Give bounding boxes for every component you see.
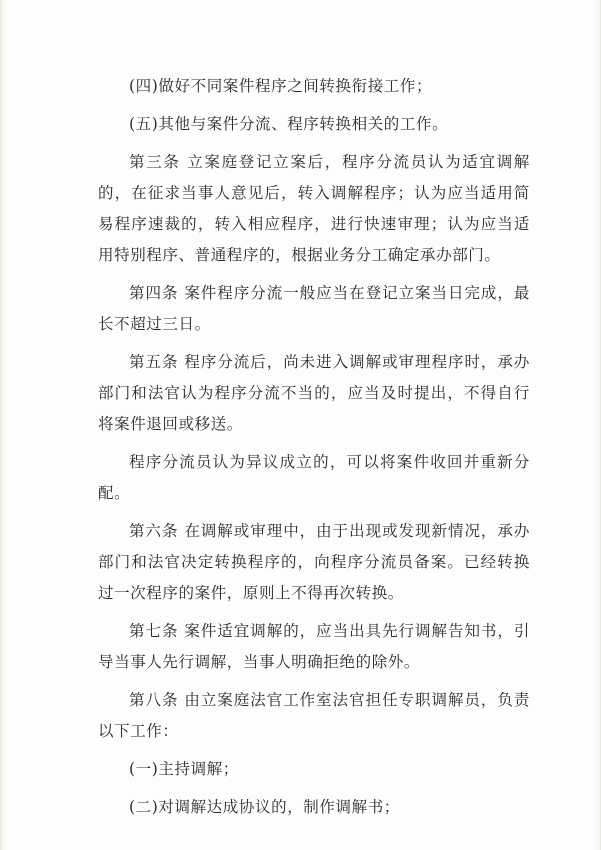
paragraph-article-6: 第六条 在调解或审理中，由于出现或发现新情况，承办部门和法官决定转换程序的，向程序分流员备案。已经转换过一次程序的案件，原则上不得再次转换。: [98, 522, 530, 602]
paragraph-article-5: 第五条 程序分流后，尚未进入调解或审理程序时，承办部门和法官认为程序分流不当的，应当及时提出，不得自行将案件退回或移送。: [98, 353, 530, 433]
page-edge-right: [594, 0, 600, 850]
paragraph-item-5: (五)其他与案件分流、程序转换相关的工作。: [129, 115, 449, 133]
paragraph-article-7: 第七条 案件适宜调解的，应当出具先行调解告知书，引导当事人先行调解，当事人明确拒绝的除外。: [98, 622, 530, 671]
document-body: [98, 71, 530, 830]
paragraph-article-8-item-2: (二)对调解达成协议的，制作调解书；: [129, 798, 400, 816]
paragraph-article-5-continued: 程序分流员认为异议成立的，可以将案件收回并重新分配。: [98, 453, 530, 502]
page-edge-left: [1, 0, 7, 850]
paragraph-article-8-item-1: (一)主持调解；: [129, 760, 239, 778]
paragraph-article-8: 第八条 由立案庭法官工作室法官担任专职调解员，负责以下工作：: [98, 691, 530, 740]
paragraph-item-4: (四)做好不同案件程序之间转换衔接工作；: [129, 77, 433, 95]
paragraph-article-3: 第三条 立案庭登记立案后，程序分流员认为适宜调解的，在征求当事人意见后，转入调解程序；认为应当适用简易程序速裁的，转入相应程序，进行快速审理；认为应当适用特别程序、普通程序的，根据业务分工确定承办部门。: [98, 153, 530, 264]
paragraph-article-4: 第四条 案件程序分流一般应当在登记立案当日完成，最长不超过三日。: [98, 284, 530, 333]
